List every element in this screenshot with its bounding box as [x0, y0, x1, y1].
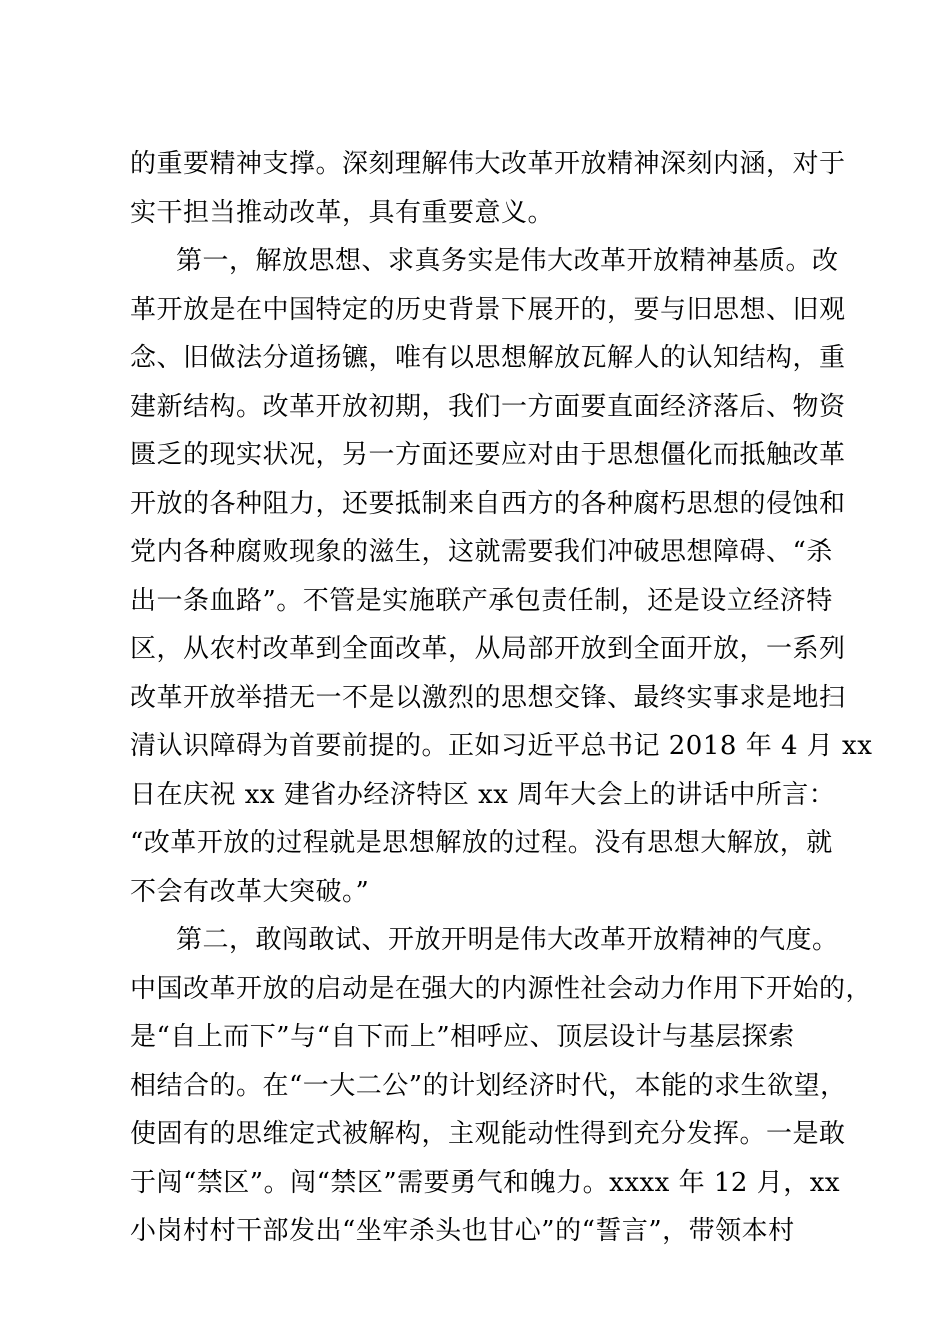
text-line: 小岗村村干部发出“坐牢杀头也甘心”的“誓言”，带领本村: [130, 1216, 795, 1246]
text-line: 念、旧做法分道扬镳，唯有以思想解放瓦解人的认知结构，重: [130, 343, 846, 373]
text-line: 于闯“禁区”。闯“禁区”需要勇气和魄力。xxxx 年 12 月，xx: [130, 1167, 841, 1198]
text-line: “改革开放的过程就是思想解放的过程。没有思想大解放，就: [130, 828, 833, 858]
text-line: 不会有改革大突破。”: [130, 876, 370, 907]
text-line: 建新结构。改革开放初期，我们一方面要直面经济落后、物资: [130, 391, 846, 422]
text-line: 中国改革开放的启动是在强大的内源性社会动力作用下开始的，: [130, 973, 873, 1004]
section-one-heading-line: 第一，解放思想、求真务实是伟大改革开放精神基质。改: [176, 246, 839, 276]
text-line: 的重要精神支撑。深刻理解伟大改革开放精神深刻内涵，对于: [130, 149, 846, 179]
text-line: 出一条血路”。不管是实施联产承包责任制，还是设立经济特: [130, 585, 833, 616]
text-line: 实干担当推动改革，具有重要意义。: [130, 197, 555, 228]
text-line: 党内各种腐败现象的滋生，这就需要我们冲破思想障碍、“杀: [130, 537, 833, 567]
body-text: [130, 140, 873, 1256]
text-line: 是“自上而下”与“自下而上”相呼应、顶层设计与基层探索: [130, 1022, 795, 1052]
text-line: 匮乏的现实状况，另一方面还要应对由于思想僵化而抵触改革: [130, 440, 846, 470]
text-line: 改革开放举措无一不是以激烈的思想交锋、最终实事求是地扫: [130, 682, 846, 713]
text-line: 清认识障碍为首要前提的。正如习近平总书记 2018 年 4 月 xx: [130, 731, 873, 761]
text-line: 开放的各种阻力，还要抵制来自西方的各种腐朽思想的侵蚀和: [130, 488, 846, 519]
text-line: 区，从农村改革到全面改革，从局部开放到全面开放，一系列: [130, 634, 846, 664]
text-line: 革开放是在中国特定的历史背景下展开的，要与旧思想、旧观: [130, 294, 846, 325]
text-line: 使固有的思维定式被解构，主观能动性得到充分发挥。一是敢: [130, 1119, 846, 1149]
text-line: 相结合的。在“一大二公”的计划经济时代，本能的求生欲望，: [130, 1070, 847, 1101]
section-two-heading-line: 第二，敢闯敢试、开放开明是伟大改革开放精神的气度。: [176, 925, 839, 955]
text-line: 日在庆祝 xx 建省办经济特区 xx 周年大会上的讲话中所言：: [130, 779, 836, 810]
